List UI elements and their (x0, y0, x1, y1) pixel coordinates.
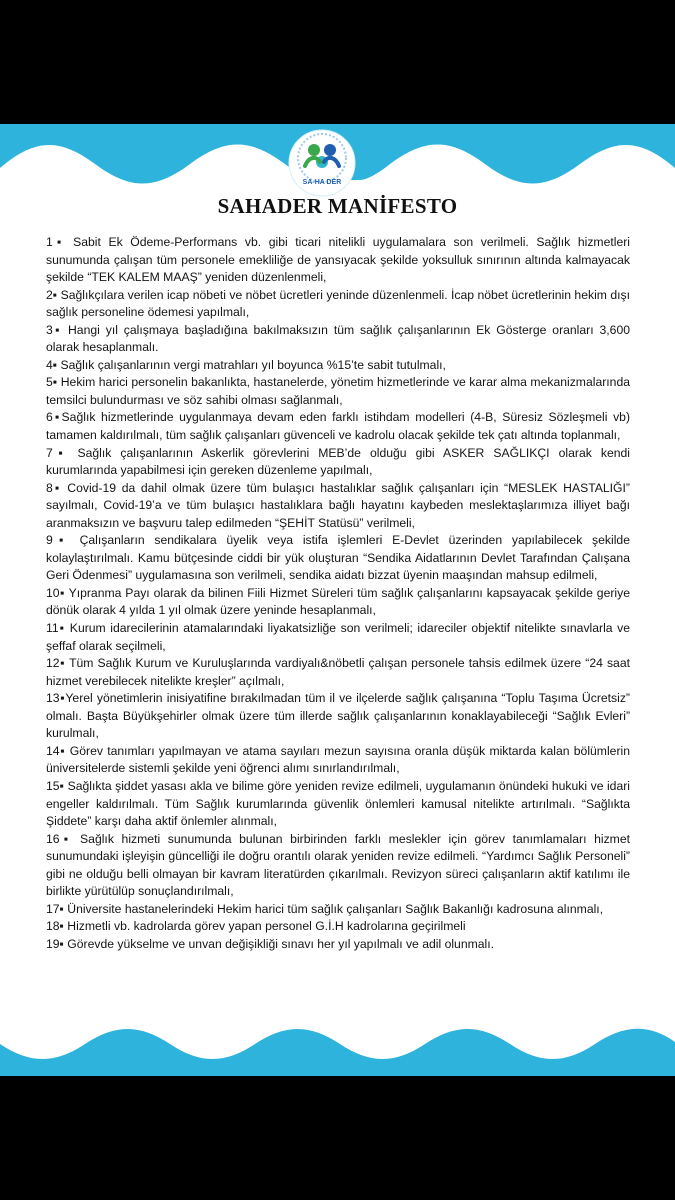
manifesto-poster (0, 124, 675, 1076)
list-item: 15▪ Sağlıkta şiddet yasası akla ve bilime göre yeniden revize edilmeli, uygulamanın önündeki hukuki ve idari engeller kaldırılmalı. Tüm Sağlık kurumlarında güvenlik önlemleri kamusal nitelikte artırılmalı. “Sağlıkta Şiddete” karşı daha aktif önlemler alınmalı, (46, 778, 630, 829)
sahader-logo (287, 128, 357, 198)
manifesto-list (46, 234, 630, 953)
bottom-wave-decoration (0, 1018, 675, 1076)
list-item: 7▪ Sağlık çalışanlarının Askerlik görevlerini MEB’de olduğu gibi ASKER SAĞLIKÇI olarak kendi kurumlarında yapabilmesi için gereken düzenleme yapılmalı, (46, 445, 630, 478)
list-item: 9▪ Çalışanların sendikalara üyelik veya istifa işlemleri E-Devlet üzerinden yapılabilecek şekilde kolaylaştırılmalı. Kamu bütçesinde ciddi bir yük oluşturan “Sendika Aidatlarının Devlet Tarafından Çalışana Geri Ödenmesi” uygulamasına son verilmeli, sendika aidatı bizzat üyenin maaşından mahsup edilmeli, (46, 533, 630, 583)
list-item: 3▪ Hangi yıl çalışmaya başladığına bakılmaksızın tüm sağlık çalışanlarının Ek Gösterge oranları 3,600 olarak hesaplanmalı. (46, 322, 630, 355)
list-item: 13▪Yerel yönetimlerin inisiyatifine bırakılmadan tüm il ve ilçelerde sağlık çalışanına “Toplu Taşıma Ücretsiz” olmalı. Başta Büyükşehirler olmak üzere tüm illerde sağlık çalışanlarının konaklayabileceği “Sağlık Evleri” kurulmalı, (46, 691, 630, 741)
list-item: 19▪ Görevde yükselme ve unvan değişikliği sınavı her yıl yapılmalı ve adil olunmalı. (46, 936, 495, 951)
list-item: 5▪ Hekim harici personelin bakanlıkta, hastanelerde, yönetim hizmetlerinde ve karar alma mekanizmalarında temsilci bulundurması ve söz sahibi olması sağlanmalı, (46, 375, 630, 407)
list-item: 12▪ Tüm Sağlık Kurum ve Kuruluşlarında vardiyalı&nöbetli çalışan personele tahsis edilmek üzere “24 saat hizmet verebilecek nitelikte kreşler” açılmalı, (46, 656, 630, 688)
list-item: 16▪ Sağlık hizmeti sunumunda bulunan birbirinden farklı meslekler için görev tanımlamaları hizmet sunumundaki işleyişin güncelliği ile doğru orantılı olarak yeniden revize edilmeli. “Yardımcı Sağlık Personeli” gibi ne olduğu belli olmayan bir kavram literatürden çıkarılmalı. Revizyon süreci çalışanların aktif katılımı ile birlikte yürütülüp sonuçlandırılmalı, (46, 831, 630, 899)
list-item: 14▪ Görev tanımları yapılmayan ve atama sayıları mezun sayısına oranla düşük miktarda kalan bölümlerin üniversitelerde sistemli şekilde yeni öğrenci alımı sınırlandırılmalı, (46, 743, 630, 776)
page-title: SAHADER MANİFESTO (217, 194, 458, 218)
list-item: 18▪ Hizmetli vb. kadrolarda görev yapan personel G.İ.H kadrolarına geçirilmeli (46, 919, 466, 934)
logo-text: SA-HA DER (302, 179, 342, 186)
list-item: 10▪ Yıpranma Payı olarak da bilinen Fiili Hizmet Süreleri tüm sağlık çalışanlarını kapsayacak şekilde geriye dönük olarak 4 yılda 1 yıl olmak üzere yeninde hesaplanmalı, (46, 585, 630, 618)
list-item: 1▪ Sabit Ek Ödeme-Performans vb. gibi ticari nitelikli uygulamalara son verilmeli. Sağlık hizmetleri sunumunda çalışan tüm personele emekliliğe de yansıyacak şekilde yoksulluk sınırının altında kalmayacak şekilde “TEK KALEM MAAŞ” yeniden düzenlenmeli, (46, 235, 630, 285)
list-item: 11▪ Kurum idarecilerinin atamalarındaki liyakatsizliğe son verilmeli; idareciler objektif nitelikte sınavlarla ve şeffaf olarak seçilmeli, (46, 621, 630, 653)
list-item: 8▪ Covid-19 da dahil olmak üzere tüm bulaşıcı hastalıklar sağlık çalışanları için “MESLEK HASTALIĞI” sayılmalı, Covid-19’a ve tüm bulaşıcı hastalıklara bağlı hayatını kaybeden meslektaşlarımıza illiyet bağı aranmaksızın ve başvuru talep edilmeden “ŞEHİT Statüsü” verilmeli, (46, 480, 630, 530)
list-item: 6▪Sağlık hizmetlerinde uygulanmaya devam eden farklı istihdam modelleri (4-B, Süresiz Sözleşmeli vb) tamamen kaldırılmalı, tüm sağlık çalışanları güvenceli ve kadrolu olacak şekilde tek çatı altında toplanmalı, (46, 410, 630, 443)
list-item: 2▪ Sağlıkçılara verilen icap nöbeti ve nöbet ücretleri yeninde düzenlenmeli. İcap nöbet ücretlerinin hekim dışı sağlık personeline ödemesi yapılmalı, (46, 287, 630, 320)
list-item: 17▪ Üniversite hastanelerindeki Hekim harici tüm sağlık çalışanları Sağlık Bakanlığı kadrosuna alınmalı, (46, 901, 604, 916)
list-item: 4▪ Sağlık çalışanlarının vergi matrahları yıl boyunca %15’te sabit tutulmalı, (46, 357, 446, 372)
